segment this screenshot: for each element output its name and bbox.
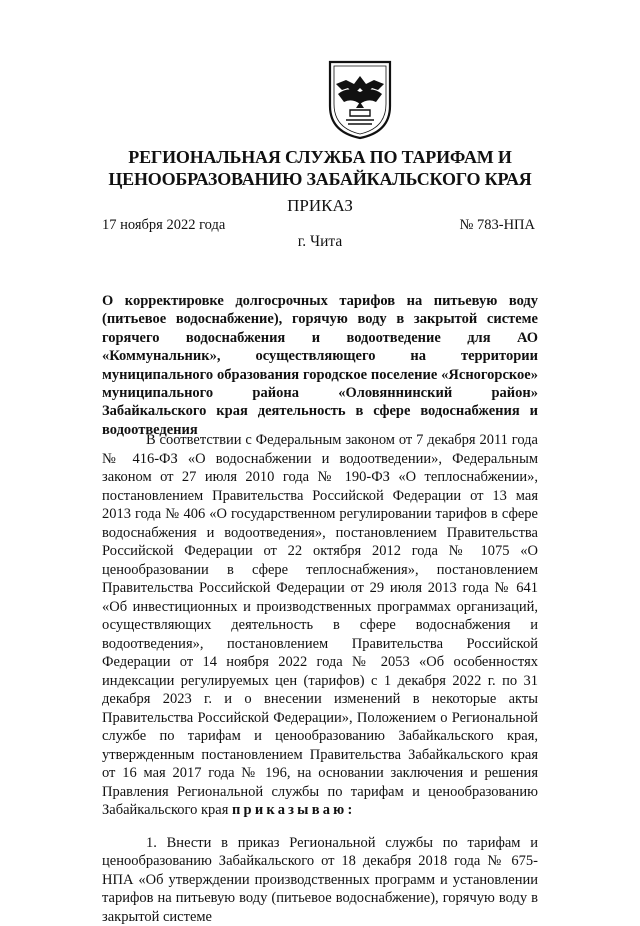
document-type: ПРИКАЗ bbox=[100, 196, 540, 216]
preamble-paragraph bbox=[102, 431, 538, 820]
preamble-text: В соответствии с Федеральным законом от 7 декабря 2011 года № 416-ФЗ «О водоснабжении и водоотведении», Федеральным законом от 27 июля 2010 года № 190-ФЗ «О теплоснабжении», постановлением Правительства Российской Федерации от 13 мая 2013 года № 406 «О государственном регулировании тарифов в сфере водоснабжения и водоотведения», постановлением Правительства Российской Федерации от 22 октября 2012 года № 1075 «О ценообразовании в сфере теплоснабжения», постановлением Правительства Российской Федерации от 29 июля 2013 года № 641 «Об инвестиционных и производственных программах организаций, осуществляющих деятельность в сфере водоснабжения и водоотведения», постановлением Правительства Российской Федерации от 14 ноября 2022 года № 2053 «Об особенностях индексации регулируемых цен (тарифов) с 1 декабря 2022 г. по 31 декабря 2023 г. и о внесении изменений в некоторые акты Правительства Российской Федерации», Положением о Региональной службе по тарифам и ценообразованию Забайкальского края, утвержденным постановлением Правительства Забайкальского края от 16 мая 2017 года № 196, на основании заключения и решения Правления Региональной службы по тарифам и ценообразованию Забайкальского края bbox=[102, 432, 538, 818]
organization-name-line-1: РЕГИОНАЛЬНАЯ СЛУЖБА ПО ТАРИФАМ И bbox=[100, 146, 540, 168]
item-1-paragraph: 1. Внести в приказ Региональной службы по тарифам и ценообразованию Забайкальского от 18 декабря 2018 года № 675-НПА «Об утверждении производственных программ и установлении тарифов на питьевую воду (питьевое водоснабжение), горячую воду в закрытой системе bbox=[102, 834, 538, 926]
document-date: 17 ноября 2022 года bbox=[102, 217, 225, 234]
document-city: г. Чита bbox=[100, 233, 540, 251]
document-body bbox=[102, 431, 538, 926]
decree-word: приказываю: bbox=[232, 802, 356, 818]
document-subject: О корректировке долгосрочных тарифов на питьевую воду (питьевое водоснабжение), горячую воду в закрытой системе горячего водоснабжения и водоотведение для АО «Коммунальник», осуществляющего на территории муниципального образования городское поселение «Ясногорское» муниципального района «Оловяннинский район» Забайкальского края деятельность в сфере водоснабжения и водоотведения bbox=[102, 292, 538, 439]
document-number: № 783-НПА bbox=[460, 217, 535, 234]
coat-of-arms-icon bbox=[326, 58, 394, 140]
organization-name bbox=[100, 146, 540, 190]
organization-name-line-2: ЦЕНООБРАЗОВАНИЮ ЗАБАЙКАЛЬСКОГО КРАЯ bbox=[100, 168, 540, 190]
